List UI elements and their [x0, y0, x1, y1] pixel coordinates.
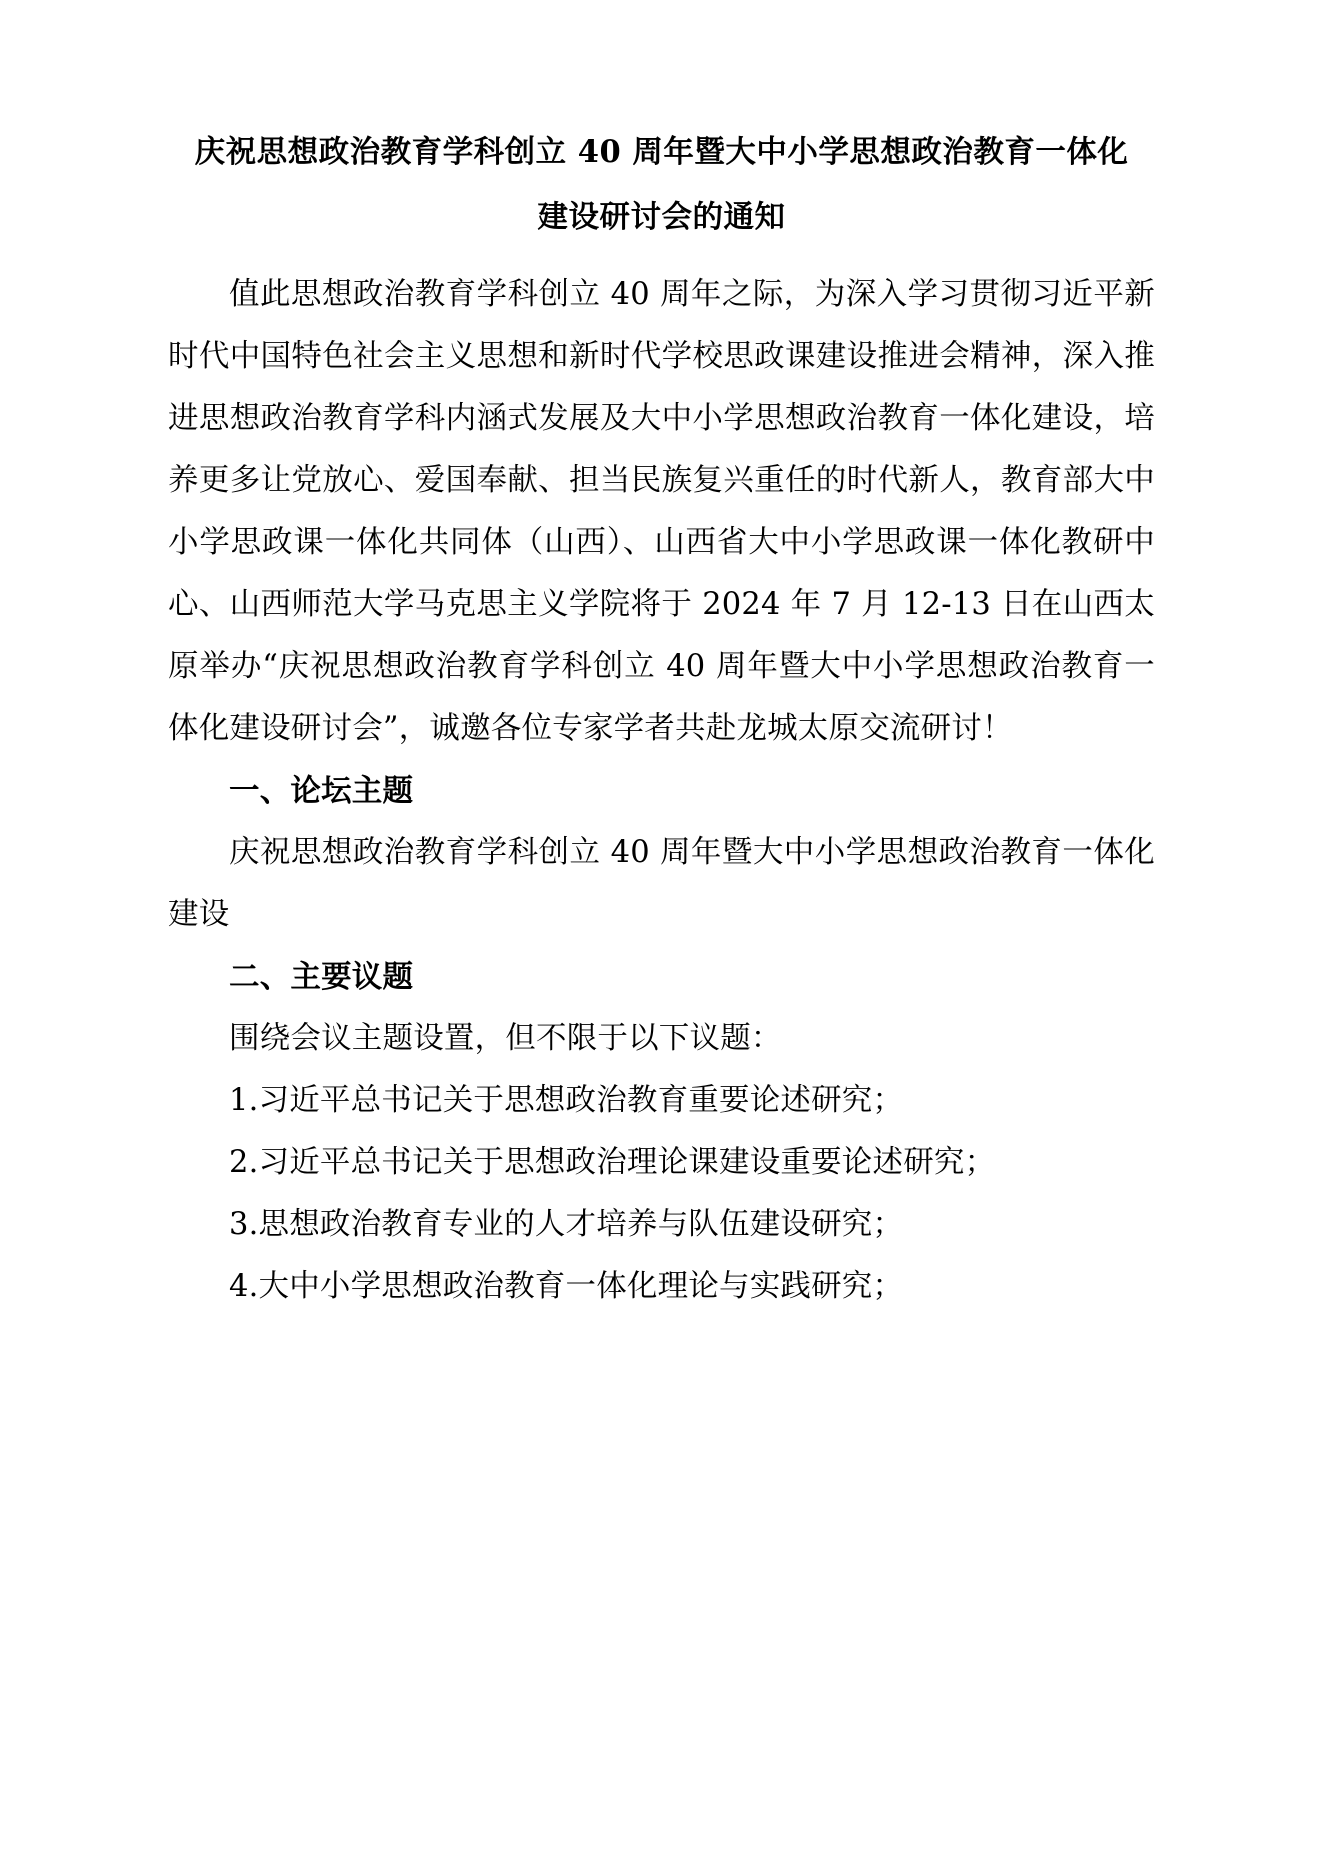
list-item: 2.习近平总书记关于思想政治理论课建设重要论述研究； — [229, 1145, 996, 1180]
page-title-line-2: 建设研讨会的通知 — [537, 199, 786, 235]
section-heading-1: 一、论坛主题 — [229, 773, 414, 809]
list-item: 1.习近平总书记关于思想政治教育重要论述研究； — [229, 1083, 904, 1118]
section-paragraph-2: 围绕会议主题设置，但不限于以下议题： — [229, 1021, 782, 1056]
page-title-line-1: 庆祝思想政治教育学科创立 40 周年暨大中小学思想政治教育一体化 — [194, 134, 1129, 170]
list-item: 4.大中小学思想政治教育一体化理论与实践研究； — [229, 1269, 904, 1304]
list-item: 3.思想政治教育专业的人才培养与队伍建设研究； — [229, 1207, 904, 1242]
intro-paragraph: 值此思想政治教育学科创立 40 周年之际，为深入学习贯彻习近平新时代中国特色社会主义思想和新时代学校思政课建设推进会精神，深入推进思想政治教育学科内涵式发展及大中小学思想政治教育一体化建设，培养更多让党放心、爱国奉献、担当民族复兴重任的时代新人，教育部大中小学思政课一体化共同体（山西）、山西省大中小学思政课一体化教研中心、山西师范大学马克思主义学院将于 2024 年 7 月 12-13 日在山西太原举办“庆祝思想政治教育学科创立 40 周年暨大中小学思想政治教育一体化建设研讨会”，诚邀各位专家学者共赴龙城太原交流研讨！ — [168, 277, 1155, 746]
page-title — [168, 120, 1155, 250]
section-heading-2: 二、主要议题 — [229, 959, 414, 995]
section-paragraph-1: 庆祝思想政治教育学科创立 40 周年暨大中小学思想政治教育一体化建设 — [168, 835, 1155, 932]
